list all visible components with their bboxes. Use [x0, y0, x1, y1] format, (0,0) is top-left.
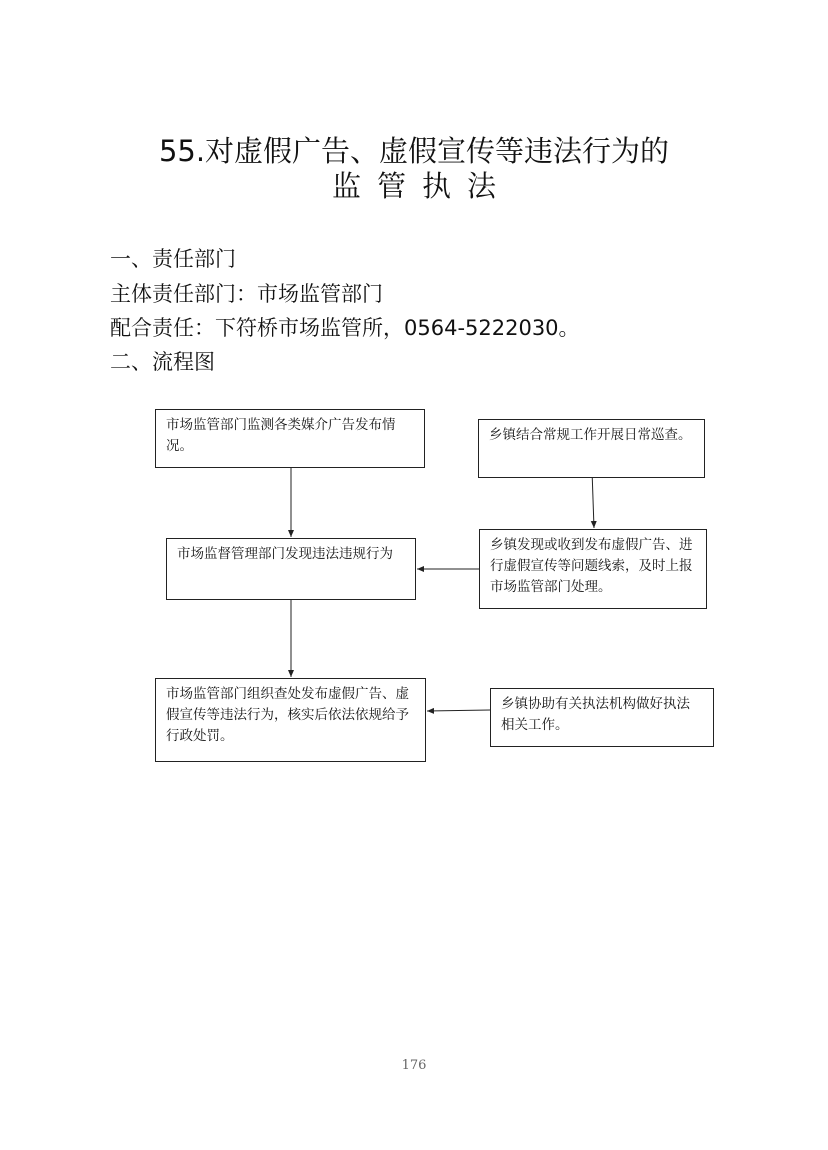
flow-box-town-assist: 乡镇协助有关执法机构做好执法相关工作。 [490, 688, 714, 747]
flow-box-investigate-punish: 市场监管部门组织查处发布虚假广告、虚假宣传等违法行为，核实后依法依规给予行政处罚。 [155, 678, 426, 762]
main-responsible-department: 主体责任部门：市场监管部门 [110, 282, 383, 306]
document-title-line2: 监管执法 [331, 169, 512, 203]
cooperating-responsibility: 配合责任：下符桥市场监管所，0564-5222030。 [110, 316, 580, 340]
flow-box-discover-violation: 市场监督管理部门发现违法违规行为 [166, 538, 416, 600]
arrow-box2-to-box4 [592, 470, 594, 528]
flow-box-town-patrol: 乡镇结合常规工作开展日常巡查。 [478, 419, 705, 478]
flow-box-town-report: 乡镇发现或收到发布虚假广告、进行虚假宣传等问题线索，及时上报市场监管部门处理。 [479, 529, 707, 609]
document-title-line1: 55.对虚假广告、虚假宣传等违法行为的 [158, 134, 670, 168]
arrow-box6-to-box5 [427, 710, 490, 711]
section-heading-flowchart: 二、流程图 [110, 350, 215, 374]
page-number: 176 [401, 1058, 427, 1073]
flow-box-monitor-media: 市场监管部门监测各类媒介广告发布情况。 [155, 409, 425, 468]
section-heading-responsibility: 一、责任部门 [110, 247, 236, 271]
